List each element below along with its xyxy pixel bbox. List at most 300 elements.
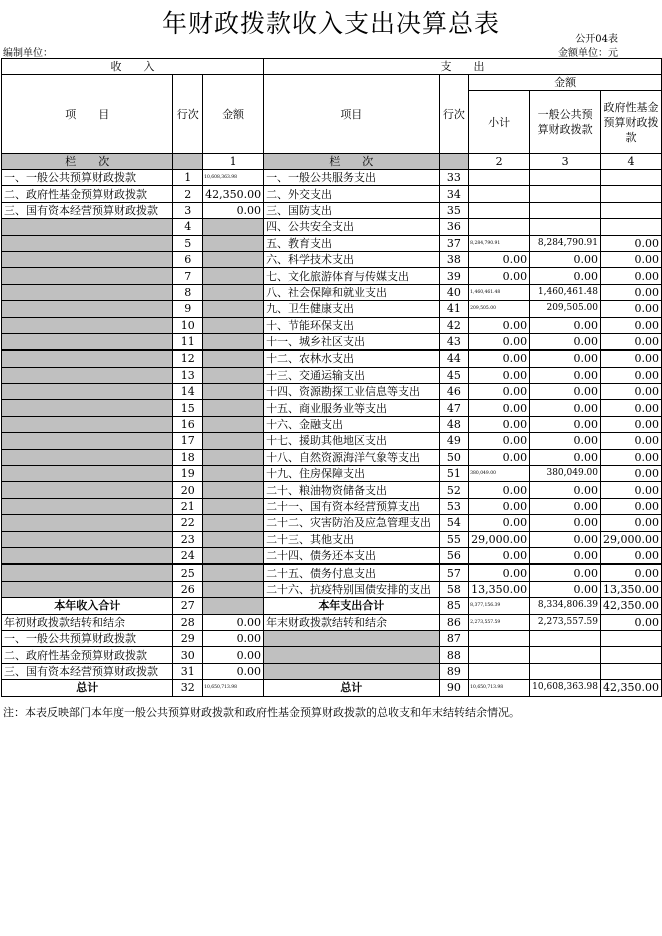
general-budget-cell: 0.00: [530, 482, 601, 498]
fund-budget-cell: [601, 202, 662, 218]
income-item-cell: [2, 235, 173, 251]
income-amount-cell: [203, 333, 264, 350]
income-item-cell: 三、国有资本经营预算财政拨款: [2, 202, 173, 218]
fund-budget-cell: 0.00: [601, 416, 662, 432]
income-line-no-cell: 2: [173, 186, 203, 202]
expense-item-cell: 十六、金融支出: [264, 416, 440, 432]
fund-budget-cell: 0.00: [601, 301, 662, 317]
general-budget-cell: 8,334,806.39: [530, 598, 601, 614]
expense-line-no-cell: 39: [439, 268, 469, 284]
expense-line-no-cell: 48: [439, 416, 469, 432]
fund-budget-header: 政府性基金预算财政拨款: [601, 91, 662, 154]
income-line-no-cell: 10: [173, 317, 203, 333]
income-line-no-cell: 6: [173, 251, 203, 267]
expense-line-no-cell: 35: [439, 202, 469, 218]
expense-item-cell: 二十四、债务还本支出: [264, 547, 440, 564]
income-line-no-cell: 18: [173, 449, 203, 465]
table-row: [2, 498, 662, 514]
expense-item-cell: 二十五、债务付息支出: [264, 564, 440, 581]
income-amount-header: 金额: [203, 75, 264, 154]
fund-budget-cell: 0.00: [601, 515, 662, 531]
income-line-no-cell: 3: [173, 202, 203, 218]
fund-budget-cell: 0.00: [601, 466, 662, 482]
column-number-3: 3: [530, 154, 601, 170]
expense-line-no-cell: 90: [439, 680, 469, 696]
table-row: [2, 663, 662, 679]
expense-item-cell: 总计: [264, 680, 440, 696]
general-budget-cell: 0.00: [530, 581, 601, 597]
income-item-cell: 一、一般公共预算财政拨款: [2, 630, 173, 646]
table-row: [2, 202, 662, 218]
general-budget-cell: [530, 647, 601, 663]
fund-budget-cell: 0.00: [601, 367, 662, 383]
expense-line-no-cell: 34: [439, 186, 469, 202]
expense-line-no-cell: 56: [439, 547, 469, 564]
expense-line-no-cell: 86: [439, 614, 469, 630]
general-budget-cell: 0.00: [530, 350, 601, 367]
general-budget-cell: 0.00: [530, 433, 601, 449]
fund-budget-cell: 0.00: [601, 433, 662, 449]
subtotal-cell: 13,350.00: [469, 581, 530, 597]
expense-item-cell: [264, 630, 440, 646]
table-row: [2, 416, 662, 432]
subtotal-cell: [469, 170, 530, 186]
expense-line-no-cell: 33: [439, 170, 469, 186]
subtotal-cell: 0.00: [469, 367, 530, 383]
subtotal-cell: 209,505.00: [469, 301, 530, 317]
expense-item-cell: 十一、城乡社区支出: [264, 333, 440, 350]
expense-line-no-cell: 89: [439, 663, 469, 679]
subtotal-cell: 0.00: [469, 482, 530, 498]
income-item-cell: 一、一般公共预算财政拨款: [2, 170, 173, 186]
income-line-no-cell: 5: [173, 235, 203, 251]
subtotal-cell: 29,000.00: [469, 531, 530, 547]
expense-line-no-cell: 58: [439, 581, 469, 597]
income-line-no-cell: 15: [173, 400, 203, 416]
income-item-cell: [2, 581, 173, 597]
fund-budget-cell: 0.00: [601, 449, 662, 465]
income-line-no-cell: 32: [173, 680, 203, 696]
expense-line-no-cell: 57: [439, 564, 469, 581]
expense-line-no-cell: 52: [439, 482, 469, 498]
expense-item-cell: 十二、农林水支出: [264, 350, 440, 367]
expense-item-cell: 八、社会保障和就业支出: [264, 284, 440, 300]
expense-line-no-cell: 40: [439, 284, 469, 300]
expense-line-no-header: 行次: [439, 75, 469, 154]
general-budget-cell: 0.00: [530, 531, 601, 547]
income-item-cell: [2, 350, 173, 367]
table-row: [2, 170, 662, 186]
fund-budget-cell: [601, 647, 662, 663]
expense-amount-header: 金额: [469, 75, 662, 91]
income-item-cell: [2, 416, 173, 432]
expense-item-cell: [264, 647, 440, 663]
income-item-cell: [2, 482, 173, 498]
fund-budget-cell: 0.00: [601, 268, 662, 284]
expense-item-cell: 二十二、灾害防治及应急管理支出: [264, 515, 440, 531]
subtotal-cell: [469, 186, 530, 202]
column-number-2: 2: [469, 154, 530, 170]
table-row: [2, 564, 662, 581]
subtotal-cell: [469, 647, 530, 663]
income-item-cell: [2, 268, 173, 284]
income-item-cell: 总计: [2, 680, 173, 696]
expense-item-cell: 四、公共安全支出: [264, 219, 440, 235]
income-line-no-cell: 8: [173, 284, 203, 300]
table-row: [2, 614, 662, 630]
report-title: 年财政拨款收入支出决算总表: [161, 9, 500, 38]
general-budget-cell: [530, 630, 601, 646]
general-budget-cell: [530, 170, 601, 186]
income-item-cell: [2, 367, 173, 383]
subtotal-cell: 0.00: [469, 251, 530, 267]
blank-cell: [439, 154, 469, 170]
income-amount-cell: 0.00: [203, 647, 264, 663]
income-item-cell: 二、政府性基金预算财政拨款: [2, 186, 173, 202]
fund-budget-cell: 42,350.00: [601, 598, 662, 614]
income-line-no-cell: 22: [173, 515, 203, 531]
expense-line-no-cell: 38: [439, 251, 469, 267]
table-row: [2, 581, 662, 597]
income-amount-cell: [203, 317, 264, 333]
subtotal-cell: 1,460,461.48: [469, 284, 530, 300]
column-number-4: 4: [601, 154, 662, 170]
subtotal-cell: 0.00: [469, 433, 530, 449]
general-budget-cell: 0.00: [530, 251, 601, 267]
subtotal-cell: [469, 219, 530, 235]
table-row: [2, 367, 662, 383]
fund-budget-cell: [601, 630, 662, 646]
fund-budget-cell: 0.00: [601, 350, 662, 367]
income-item-cell: [2, 301, 173, 317]
income-line-no-cell: 19: [173, 466, 203, 482]
subtotal-cell: 0.00: [469, 498, 530, 514]
expense-line-no-cell: 45: [439, 367, 469, 383]
income-item-cell: [2, 449, 173, 465]
reporting-unit-label: 编制单位：: [3, 48, 53, 59]
general-budget-cell: 0.00: [530, 515, 601, 531]
table-row: [2, 515, 662, 531]
income-line-no-cell: 16: [173, 416, 203, 432]
general-budget-cell: 0.00: [530, 449, 601, 465]
general-budget-cell: [530, 663, 601, 679]
table-row: [2, 598, 662, 614]
fund-budget-cell: 0.00: [601, 614, 662, 630]
expense-item-cell: 十九、住房保障支出: [264, 466, 440, 482]
expense-line-no-cell: 46: [439, 384, 469, 400]
fund-budget-cell: 0.00: [601, 333, 662, 350]
fund-budget-cell: 0.00: [601, 498, 662, 514]
subtotal-cell: [469, 630, 530, 646]
subtotal-header: 小计: [469, 91, 530, 154]
subtotal-cell: 0.00: [469, 317, 530, 333]
income-amount-cell: 0.00: [203, 614, 264, 630]
income-line-no-cell: 24: [173, 547, 203, 564]
income-amount-cell: 10,650,713.98: [203, 680, 264, 696]
income-line-no-cell: 30: [173, 647, 203, 663]
fund-budget-cell: [601, 186, 662, 202]
income-line-no-cell: 17: [173, 433, 203, 449]
table-row: [2, 301, 662, 317]
table-row: [2, 400, 662, 416]
subtotal-cell: 0.00: [469, 333, 530, 350]
income-amount-cell: [203, 416, 264, 432]
subtotal-cell: 8,377,156.39: [469, 598, 530, 614]
income-amount-cell: 0.00: [203, 630, 264, 646]
expense-item-cell: 年末财政拨款结转和结余: [264, 614, 440, 630]
income-item-cell: [2, 515, 173, 531]
income-amount-cell: 10,608,363.98: [203, 170, 264, 186]
general-budget-cell: 380,049.00: [530, 466, 601, 482]
subtotal-cell: 0.00: [469, 449, 530, 465]
general-budget-cell: [530, 202, 601, 218]
income-line-no-cell: 26: [173, 581, 203, 597]
expense-section-header: 支 出: [264, 59, 662, 75]
subtotal-cell: 0.00: [469, 350, 530, 367]
general-budget-cell: 0.00: [530, 416, 601, 432]
expense-item-cell: 十三、交通运输支出: [264, 367, 440, 383]
income-item-cell: [2, 433, 173, 449]
income-amount-cell: [203, 482, 264, 498]
general-budget-cell: 2,273,557.59: [530, 614, 601, 630]
expense-item-cell: 六、科学技术支出: [264, 251, 440, 267]
fund-budget-cell: 0.00: [601, 317, 662, 333]
table-row: [2, 251, 662, 267]
income-amount-cell: [203, 384, 264, 400]
income-item-cell: [2, 284, 173, 300]
table-row: [2, 350, 662, 367]
expense-item-cell: 十七、援助其他地区支出: [264, 433, 440, 449]
table-row: [2, 333, 662, 350]
subtotal-cell: 0.00: [469, 416, 530, 432]
expense-line-no-cell: 47: [439, 400, 469, 416]
general-budget-cell: 1,460,461.48: [530, 284, 601, 300]
currency-unit-label: 金额单位：元: [558, 48, 618, 59]
expense-item-header: 项目: [264, 75, 440, 154]
general-budget-cell: 8,284,790.91: [530, 235, 601, 251]
income-amount-cell: [203, 350, 264, 367]
form-number: 公开04表: [575, 34, 618, 45]
income-amount-cell: [203, 531, 264, 547]
expense-item-cell: 十五、商业服务业等支出: [264, 400, 440, 416]
table-row: [2, 630, 662, 646]
subtotal-cell: 380,049.00: [469, 466, 530, 482]
blank-cell: [173, 154, 203, 170]
expense-line-no-cell: 55: [439, 531, 469, 547]
income-line-no-cell: 12: [173, 350, 203, 367]
income-line-no-cell: 13: [173, 367, 203, 383]
table-row: [2, 531, 662, 547]
fund-budget-cell: 0.00: [601, 284, 662, 300]
income-item-header: 项 目: [2, 75, 173, 154]
income-item-cell: 年初财政拨款结转和结余: [2, 614, 173, 630]
income-item-cell: [2, 251, 173, 267]
fund-budget-cell: 29,000.00: [601, 531, 662, 547]
expense-line-no-cell: 49: [439, 433, 469, 449]
expense-item-cell: 本年支出合计: [264, 598, 440, 614]
income-amount-cell: [203, 466, 264, 482]
income-item-cell: [2, 400, 173, 416]
subtotal-cell: 0.00: [469, 384, 530, 400]
income-amount-cell: [203, 284, 264, 300]
expense-line-no-cell: 88: [439, 647, 469, 663]
expense-line-no-cell: 54: [439, 515, 469, 531]
general-budget-cell: 0.00: [530, 547, 601, 564]
expense-line-no-cell: 85: [439, 598, 469, 614]
income-item-cell: [2, 531, 173, 547]
general-budget-header: 一般公共预算财政拨款: [530, 91, 601, 154]
footnote: 注：本表反映部门本年度一般公共预算财政拨款和政府性基金预算财政拨款的总收支和年末结转结余情况。: [3, 706, 520, 719]
subtotal-cell: 0.00: [469, 515, 530, 531]
table-row: [2, 235, 662, 251]
income-line-no-cell: 28: [173, 614, 203, 630]
general-budget-cell: 0.00: [530, 564, 601, 581]
expense-item-cell: 七、文化旅游体育与传媒支出: [264, 268, 440, 284]
expense-item-cell: 十八、自然资源海洋气象等支出: [264, 449, 440, 465]
table-row: [2, 547, 662, 564]
income-amount-cell: [203, 301, 264, 317]
income-amount-cell: 42,350.00: [203, 186, 264, 202]
income-section-header: 收 入: [2, 59, 264, 75]
expense-line-no-cell: 43: [439, 333, 469, 350]
income-amount-cell: [203, 367, 264, 383]
general-budget-cell: 0.00: [530, 400, 601, 416]
subtotal-cell: 0.00: [469, 400, 530, 416]
income-line-no-cell: 1: [173, 170, 203, 186]
income-amount-cell: [203, 515, 264, 531]
income-amount-cell: [203, 235, 264, 251]
subtotal-cell: 10,650,713.98: [469, 680, 530, 696]
income-item-cell: 三、国有资本经营预算财政拨款: [2, 663, 173, 679]
table-row: [2, 268, 662, 284]
fund-budget-cell: [601, 663, 662, 679]
expense-item-cell: 二十、粮油物资储备支出: [264, 482, 440, 498]
income-line-no-header: 行次: [173, 75, 203, 154]
general-budget-cell: 0.00: [530, 317, 601, 333]
income-column-label: 栏 次: [2, 154, 173, 170]
general-budget-cell: [530, 219, 601, 235]
income-line-no-cell: 4: [173, 219, 203, 235]
income-amount-cell: 0.00: [203, 202, 264, 218]
general-budget-cell: 10,608,363.98: [530, 680, 601, 696]
expense-column-label: 栏 次: [264, 154, 440, 170]
income-amount-cell: [203, 251, 264, 267]
income-amount-cell: [203, 564, 264, 581]
expense-line-no-cell: 36: [439, 219, 469, 235]
fund-budget-cell: 0.00: [601, 235, 662, 251]
table-row: [2, 186, 662, 202]
income-amount-cell: [203, 449, 264, 465]
table-row: [2, 466, 662, 482]
general-budget-cell: 209,505.00: [530, 301, 601, 317]
table-row: [2, 219, 662, 235]
fund-budget-cell: 0.00: [601, 547, 662, 564]
income-item-cell: 本年收入合计: [2, 598, 173, 614]
expense-line-no-cell: 51: [439, 466, 469, 482]
fund-budget-cell: 0.00: [601, 564, 662, 581]
income-line-no-cell: 27: [173, 598, 203, 614]
table-row: [2, 449, 662, 465]
table-row: [2, 384, 662, 400]
subtotal-cell: 2,273,557.59: [469, 614, 530, 630]
expense-item-cell: 二十三、其他支出: [264, 531, 440, 547]
fund-budget-cell: 0.00: [601, 482, 662, 498]
subtotal-cell: 0.00: [469, 268, 530, 284]
income-amount-cell: [203, 219, 264, 235]
fund-budget-cell: [601, 219, 662, 235]
income-line-no-cell: 9: [173, 301, 203, 317]
income-line-no-cell: 21: [173, 498, 203, 514]
income-item-cell: [2, 384, 173, 400]
income-amount-cell: 0.00: [203, 663, 264, 679]
subtotal-cell: 0.00: [469, 564, 530, 581]
income-line-no-cell: 7: [173, 268, 203, 284]
subtotal-cell: 0.00: [469, 547, 530, 564]
table-row: [2, 433, 662, 449]
expense-item-cell: 十、节能环保支出: [264, 317, 440, 333]
expense-item-cell: 二十六、抗疫特别国债安排的支出: [264, 581, 440, 597]
fund-budget-cell: 42,350.00: [601, 680, 662, 696]
general-budget-cell: 0.00: [530, 367, 601, 383]
income-item-cell: [2, 547, 173, 564]
table-row: [2, 284, 662, 300]
expense-item-cell: 二十一、国有资本经营预算支出: [264, 498, 440, 514]
table-row: [2, 680, 662, 696]
general-budget-cell: [530, 186, 601, 202]
income-amount-cell: [203, 547, 264, 564]
expense-line-no-cell: 41: [439, 301, 469, 317]
expense-item-cell: 二、外交支出: [264, 186, 440, 202]
expense-line-no-cell: 53: [439, 498, 469, 514]
income-line-no-cell: 31: [173, 663, 203, 679]
income-item-cell: [2, 466, 173, 482]
expense-line-no-cell: 87: [439, 630, 469, 646]
income-line-no-cell: 29: [173, 630, 203, 646]
general-budget-cell: 0.00: [530, 384, 601, 400]
income-line-no-cell: 25: [173, 564, 203, 581]
subtotal-cell: 8,284,790.91: [469, 235, 530, 251]
income-amount-cell: [203, 268, 264, 284]
income-amount-cell: [203, 498, 264, 514]
expense-line-no-cell: 44: [439, 350, 469, 367]
table-row: [2, 647, 662, 663]
subtotal-cell: [469, 202, 530, 218]
expense-item-cell: 九、卫生健康支出: [264, 301, 440, 317]
table-row: [2, 317, 662, 333]
income-line-no-cell: 23: [173, 531, 203, 547]
income-item-cell: 二、政府性基金预算财政拨款: [2, 647, 173, 663]
expense-item-cell: 三、国防支出: [264, 202, 440, 218]
income-amount-cell: [203, 581, 264, 597]
income-item-cell: [2, 219, 173, 235]
fund-budget-cell: 0.00: [601, 400, 662, 416]
expense-item-cell: 一、一般公共服务支出: [264, 170, 440, 186]
expense-item-cell: 十四、资源勘探工业信息等支出: [264, 384, 440, 400]
budget-summary-table: [1, 58, 662, 697]
income-item-cell: [2, 317, 173, 333]
income-line-no-cell: 14: [173, 384, 203, 400]
expense-line-no-cell: 37: [439, 235, 469, 251]
income-item-cell: [2, 333, 173, 350]
expense-item-cell: [264, 663, 440, 679]
column-number-1: 1: [203, 154, 264, 170]
general-budget-cell: 0.00: [530, 498, 601, 514]
subtotal-cell: [469, 663, 530, 679]
fund-budget-cell: 13,350.00: [601, 581, 662, 597]
general-budget-cell: 0.00: [530, 333, 601, 350]
general-budget-cell: 0.00: [530, 268, 601, 284]
fund-budget-cell: 0.00: [601, 384, 662, 400]
